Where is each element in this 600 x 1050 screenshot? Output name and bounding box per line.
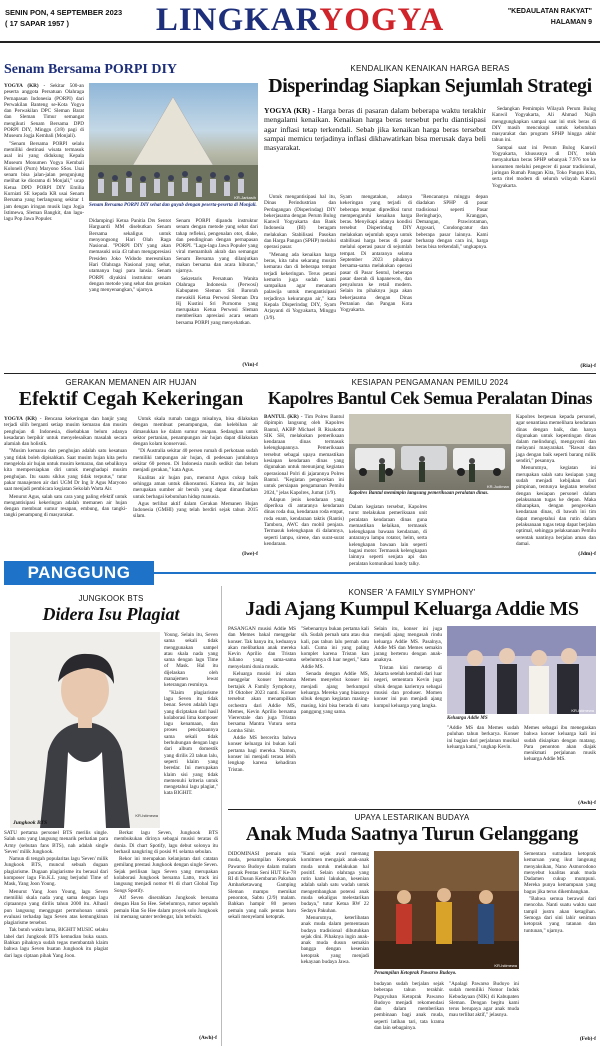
addie-col-1 [228,626,296,808]
jungkook-kicker: JUNGKOOK BTS [78,594,144,603]
porpi-body-5: Sekretaris Persatuan Wanita Olahraga Indonesia (Perwosi) Kabupaten Sleman Siti Barorah mewakili Ketua Perwosi Sleman Dra Hj Kustini Sri Purnomo yang merupakan Ketua Perwosi Sleman memberikan apresiasi acara senam bersama PORPI yang menyehatkan. [176,275,258,326]
ketoprak-headline: Anak Muda Saatnya Turun Gelanggang [245,823,579,845]
kekeringan-body-6: Kualitas air hujan pun, menurut Agus cukup baik sehingga aman untuk dikonsumsi. Karena itu, air hujan merupakan sumber air bersih yang dapat dimanfaatkan untuk berbagai kebutuhan hidup manusia. [133,474,258,500]
disperindag-body-3: Syam mengatakan, adanya kekeringan yang terjadi di beberapa tempat diprediksi turut mempengaruhi kenaikan harga beras. Menyikapi adanya kondisi tersebut Disperindag DIY melakukan sejumlah upaya untuk stabilisasi harga beras di pasar melalui operasi pasar di sejumlah tempat. Di antaranya selama September 2023 pihaknya bersama-sama melakukan operasi pasar di Pasar Sentul, beberapa pasar daerah di kapanewon, dan penyaluran ke retail modern. Selain itu pihaknya juga akan bekerjasama dengan Dinas Pertanian dan Pangan Kota Yogyakarta. [340,194,412,314]
kekeringan-headline: Efektif Cegah Kekeringan [18,388,244,410]
disperindag-body-5: Sedangkan Pemimpin Wilayah Perum Bulog Kanwil Yogyakarta, Ali Ahmad Najih menggungkapkan sampai saat ini stok beras di DIY masih mencukupi untuk kebutuhan masyarakat dan program SPHP hingga akhir tahun ini. [492,106,596,144]
kekeringan-body-2: "Musim kemarau dan penghujan adalah satu kesatuan yang tidak boleh dipisahkan. Saat musim hujan kita perlu mengelola air hujan untuk musim kemarau, dan sebaliknya kita mempersiapkan diri untuk menghadapi musim penghujan. Itu suatu siklus yang tidak terputus," tutur pakar manajemen air dari UGM Dr Ing Ir Agus Maryono saat menjadi pembicara kegiatan Sekolah Warta Air. [4,448,127,493]
pemilu-body-4: Kapolres berpesan kepada personel, agar senantiasa memelihara kendaraan dinas dengan baik, dan hanya digunakan untuk kepentingan dinas dalam melindungi, mengayomi dan melayani masyarakat. "Rawat dan jaga dengan baik seperti barang milik sendiri," pesannya. [516,414,596,465]
addie-headline: Jadi Ajang Kumpul Keluarga Addie MS [245,598,579,620]
addie-body-4: "Sebenarnya bukan pertama kali sih. Sudah pernah satu atau dua kali, pas tahun lalu pernah satu kali. Cuma ini yang paling komplet karena Tristan kan sebelumnya di luar negeri," kata Addie MS. [301,626,369,670]
addie-photo-credit: KR-Istimewa [571,708,594,713]
addie-body-9: Memes sebagai ibu menegaskan bahwa konser keluarga kali ini sudah disiapkan dengan matang. Para penonton akan diajak menikmati perjalanan musik keluarga Addie MS. [524,725,596,763]
article-porpi [4,50,258,372]
addie-body-8: "Addie MS dan Memes sudah puluhan tahun berkarya. Konser ini bagian dari perjalanan musikal keluarga kami," ungkap Kevin. [447,725,519,750]
ketoprak-sign: (Feb)-f [579,1036,596,1042]
disperindag-col-3 [416,194,488,366]
ketoprak-body-3: Menurutnya, keterlibatan anak muda dalam pementasan budaya tradisional dibutuhkan sejak dini. Pihaknya ingin anak-anak muda dusun semakin bangga dengan kesenian ketoprak yang menjadi kekayaan budaya Jawa. [301,914,369,966]
addie-col-5 [524,725,596,801]
rule-1 [4,373,596,374]
jungkook-col-2 [114,830,218,1034]
disperindag-body-6: Sampai saat ini Perum Bulog Kanwil Yogyakarta, khususnya di DIY, telah menyalurkan beras SPHP sebanyak 7.976 ton ke konsumen melalui pengecer di pasar tradisional, jaringan Rumah Pangan Kita, Toko Pangan Kita, serta ritel modern di seluruh wilayah Kanwil Yogyakarta. [492,144,596,189]
pemilu-sign: (Jdm)-f [578,551,596,557]
ketoprak-col-1 [228,851,296,1043]
porpi-lead-label: YOGYA (KR) [4,83,39,89]
porpi-col-1 [4,83,84,369]
logo [155,2,445,38]
pemilu-caption: Kapolres Bantul memimpin langsung pemeriksaan peralatan dinas. [349,491,489,496]
disperindag-lead [264,106,486,189]
porpi-col-2 [89,218,171,368]
jungkook-body-6: Tak butuh waktu lama, BIGHIT MUSIC selaku label dari Jungkook BTS kemudian buka suara. Bahkan pihaknya sudah tegas membantah klaim bahwa lagu Seven buatan Jungkook itu plagiat dari lagu ciptaan pihak Yang Joon. [4,927,108,959]
disperindag-headline: Disperindag Siapkan Sejumlah Strategi [268,75,592,97]
pemilu-photo [349,414,511,490]
hijri-line: ( 17 SAPAR 1957 ) [5,19,70,28]
kekeringan-body-4: Untuk skala rumah tangga misalnya, bisa dilakukan dengan membuat penampungan, dan kelebihan air dimasukkan ke dalam sumur resapan. Sedangkan untuk sektor pertanian, penampungan air hujan dapat dilakukan dengan kolam konservasi. [133,416,258,448]
ketoprak-body-2: "Kami sejak awal memang komitmen mengajak anak-anak muda untuk melakukan hal positif. Selain olahraga yang rutin kami lakukan, kesenian adalah salah satu wadah untuk mengembangkan potensi anak muda sekaligus melestarikan budaya," tutur Ketua RW 22 Sedayu Pakuhan. [301,851,369,914]
logo-yogya: YOGYA [319,2,445,38]
addie-photo-art [447,626,596,714]
ketoprak-photo [374,851,519,969]
slogan: "KEDAULATAN RAKYAT" [507,8,592,15]
jungkook-body-4: Namun di tengah popularitas lagu 'Seven' milik Jungkook BTS, muncul sebuah dugaan plagiarisme. Dugaan plagiarisme itu berasal dari komposer lagu Fin.K.L yang berjudul Time of Mask, Yang Joon Young. [4,856,108,888]
kekeringan-col-2 [133,416,258,550]
masthead [0,0,600,48]
jungkook-body-9: Alf Seven diserahkan Jungkook bersama dengan Han So Hee. Sebelumnya, rumor sepuluh pemain Han So Hee dalam proyek solo Jungkook ini memang santer terdengar, lalu terbukti. [114,894,218,920]
porpi-body-1: - Sekitar 500-an peserta anggota Persatuan Olahraga Pernapasan Indonesia (PORPI) dari Perwakilan Banteng se-Kota Yogya dan Perwakilan DPC Sleman Barat dan Sleman Timur semangat mengikuti Senam Bersama DPD PORPI DIY, Minggu (3/8) pagi di Museum Jogja Kembali (Monjali). [4,83,85,140]
kekeringan-body-3: Menurut Agus, salah satu cara yang paling efektif untuk mengantisipasi kekeringan adalah memanen air hujan dengan membuat sumur resapan, embung, dan tangki-tangki penampung di masyarakat. [4,493,127,519]
masthead-rule [0,41,600,43]
ketoprak-col-5 [524,851,596,1035]
article-ketoprak [228,811,596,1047]
ketoprak-body-5: "Apalagi Pawarso Budoyo ini sudah memiliki Nomor Induk Kebudayaan (NIK) di Kabupaten Sleman. Dengan begitu kami terus berupaya agar anak muda mau terlibat aktif," jelasnya. [449,981,519,1019]
pemilu-body-1: - Tim Polres Bantul dipimpin langsung oleh Kapolres Bantul, AKBP Michael R Risakotta SIK SH, melakukan pemeriksaan kendaraan dinas termasuk kelengkapannya. Pemeriksaan tersebut sebagai upaya memastikan kesiapan kendaraan dinas yang digunakan untuk menunjang kegiatan operasional Polri di jajarannya Polres Bantul. "Kegiatan pengecekan ini untuk persiapan pengamanan Pemilu 2024," jelas Kapolres, Jumat (1/9). [264,414,344,496]
addie-sign: (Awh)-f [578,800,596,806]
jungkook-body-5: Menurut Yang Joon Young, lagu Seven memiliki skala nada yang sama dengan lagu ciptaannya yang dirilis tahun 2000 itu. Alhasil pun langsung menggugat permohonan untuk evaluasi terhadap lagu Seven atas kemungkinan plagiarisme tersebut. [4,888,108,927]
addie-caption: Keluarga Addie MS [447,716,488,721]
pemilu-photo-credit: KR-Judiman [486,484,509,489]
kekeringan-col-1 [4,416,127,558]
pemilu-lead-label: BANTUL (KR) [264,414,299,420]
disperindag-lead-label: YOGYA (KR) [264,106,311,115]
pemilu-body-5: Menurutnya, kegiatan ini merupakan salah satu kesiapan yang sudah menjadi kebijakan dari pimpinan, tentunya kegiatan tersebut dengan kesiapan personel dalam pelaksanaan tugas ke depan. Maka diharapkan, dengan pengecekan kendaraan dinas, di bawah ini tim dapat mengetahui dan rutin dalam pelaksanaan tugas tetap dapat berjalan optimal, sehingga pelaksanaan Pemilu serentak nantinya berjalan aman dan damai. [516,465,596,547]
addie-body-3: Addie MS bercerita bahwa konser keluarga ini bukan kali pertama bagi mereka. Namun, konser ini menjadi terasa lebih lengkap karena kehadiran Tristan. [228,735,296,773]
article-jungkook [4,586,222,1046]
jungkook-body-2: "Klaim plagiarisme lagu Seven itu tidak benar. Seven adalah lagu yang diciptakan dari hasil kolaborasi lima komposer lagu kenamaan, dan proses penciptaannya sama sekali tidak berhubungan dengan lagu dari album domestik yang dirilis 23 tahun lalu, seperti klaim yang beredar. Ini merupakan klaim sisi yang tidak memenuhi kriteria untuk mengetahui lagu plagiat," kata BIGHIT. [164,689,218,797]
pemilu-col-1 [264,414,344,557]
addie-body-6: Selain itu, konser ini juga menjadi ajang mengasah rindu keluarga Addie MS. Pasalnya, Addie MS dan Memes semakin jarang bertemu dengan anak-anaknya. [374,626,442,664]
jungkook-photo-art [10,632,160,828]
disperindag-col-4 [492,106,596,362]
disperindag-body-4: "Rencananya minggu depan diadakan SPHP di pasar tradisional seperti Pasar Beringharjo, Kranggan, Demangan, Prawirotaman, Argosari, Condongcatur dan beberapa pasar lainnya. Kami berharap dengan cara ini, harga beras bisa terkendali," ungkapnya. [416,194,488,251]
ketoprak-body-4: budayan sudah berjalan sejak beberapa tahun terakhir. Paguyuban Ketoprak Pawarso Budoyo menjadi rekomendasi dan dalam memberikan pembinaan bagi anak muda, seperti latihan tari, tata krama dan lain sebagainya. [374,981,444,1032]
kekeringan-body-1: - Bencana kekeringan dan banjir yang terjadi silih berganti setiap musim kemarau dan musim penghujan di Indonesia, disebabkan belum adanya kesadaran berpikir untuk menyelesaikan masalah secara alamiah dan holistik. [4,416,128,448]
disperindag-body-2: "Menang ada kenaikan harga beras, kita tahu sekarang musim kemarau dan di beberapa tempat terjadi kekeringan. Terus petani kemarin juga sudah kami sampaikan agar menanam palawija untuk mengantisipasi terjadinya kekurangan air," kata Kepala Disperindag DIY, Syam Arjayanti di Yogyakarta, Minggu (3/9). [264,251,336,321]
ketoprak-kicker: UPAYA LESTARIKAN BUDAYA [354,813,470,822]
porpi-sign: (Vin)-f [242,362,258,368]
pemilu-col-3 [516,414,596,550]
ketoprak-body-6: Sementara sutradara ketoprak kemaruan yang ikut langsung menyaksikan, Nano Asmorodono menyebut kualitas anak muda Dadamen cukup mumpuni. Mereka punya kemampuan yang bagus jika terus dikembangkan. [524,851,596,895]
addie-col-3 [374,626,442,808]
kekeringan-lead-label: YOGYA (KR) [4,416,37,422]
addie-kicker: KONSER 'A FAMILY SYMPHONY' [348,588,476,597]
disperindag-lead-text: - Harga beras di pasaran dalam beberapa waktu terakhir mengalami kenaikan. Kenaikan harga beras tersebut perlu diantisipasi agar inflasi tetap terkendali. Sebab jika kenaikan harga beras tersebut sampai memicu terjadinya inflasi dikhawatirkan bisa merusak daya beli masyarakat. [264,106,487,153]
date-line: SENIN PON, 4 SEPTEMBER 2023 [5,8,123,17]
ketoprak-body-1: DIDOMINASI pemain usia muda, penampilan Ketoprak Pawarso Budoyo dalam malam puncak Pentas Seni HUT Ke-78 RI di Dusun Kembaran Pakuhan Ambarketawang Gamping Sleman mampu memikat penonton, Sabtu (2/9) malam. Bahkan hampir 80 persen pemain yang naik pentas baru sekali menyelami ketoprak. [228,851,296,920]
article-kekeringan [4,376,258,560]
pemilu-body-2: Adapun jenis kendaraan yang diperiksa di antaranya kendaraan dinas roda dua, kendaraan roda empat, roda enam, kendaraan taktis (Rantis) Tambora, AWC dan mobil penjara. Termasuk kelengkapan di dalamnya, seperti lampu, sirene, dan surat-surat kendaraan. [264,496,344,547]
porpi-caption: Senam Bersama PORPI DIY sehat dan guyub dengan peserta-peserta di Monjali. [89,203,257,208]
disperindag-col-1 [264,194,336,366]
disperindag-body-1: Untuk mengantisipasi hal itu, Dinas Perindustrian dan Perdagangan (Disperindag) DIY bekerjasama dengan Perum Bulog Kanwil Yogyakarta dan Bank Indonesia (BI) beragam melakukan Stabilisasi Pasokan dan Harga Pangan (SPHP) melalui operasi pasar. [264,194,336,251]
pemilu-body-3: Dalam kegiatan tersebut, Kapolres turut melakukan pemeriksaan unit peralatan kendaraan dinas guna memastikan kelaikan, termasuk kelengkapan bawaan kendaraan, di antaranya lampu rotator, helm, serta kelengkapan bawaan lain seperti bagasi motor. Termasuk kelengkapan lainnya seperti senjata api dan peralatan komunikasi handy talky. [349,504,427,567]
jungkook-col-1 [4,830,108,1042]
jungkook-body-3: SATU pertama personel BTS merilis single. Salah satu yang langsung menarik perhatian para Army (sebutan fans BTS), nah adalah single 'Seven' milik Jungkook. [4,830,108,855]
porpi-body-2: "Senam Bersama PORPI selalu memiliki destinasi wisata termasuk asal ini yang didukung Kepala Museum Monumen Yogya Kembali Koloneli (Purn) Maryono SSos. Usai senam bisa jalan-jalan pengunjung melihat ke diorama di Monjali," ucap Ketua DPD PORPI DIY Emilia Kurniati SE kepada KR usai Senam Bersama yang berlangsung sekitar 1 jam dengan iringan musik lagu Jogja Istimewa, Sleman Bangkit, dan lagu-lagu Pop Jawa Populer. [4,140,84,223]
porpi-photo-art [89,83,258,201]
addie-col-4 [447,725,519,808]
addie-body-1: PASANGAN musisi Addie MS dan Memes bakal menggelar konser. Tak hanya itu, keduanya akan melibatkan anak mereka Kevin Aprilio dan Tristan Juliano yang sama-sama menyelami dunia musik. [228,626,296,670]
jungkook-body-1: Young. Selain itu, Seven sama sekali tidak menggunakan sampel atau skala nada yang sama dengan lagu Time of Mask. Hal itu dijelaskan oleh manajemen lewat keterangan resminya. [164,632,218,689]
addie-col-2 [301,626,369,808]
disperindag-col-2 [340,194,412,366]
kekeringan-sign: (Iwe)-f [242,551,258,557]
ketoprak-caption: Penampilan Ketoprak Pawarso Budoyo. [374,971,457,976]
ketoprak-body-7: "Bahwa semua berawal dari mencoba. Nanti suatu waktu saat tampil justru akan ketagihan. Semoga dari sini lahir seniman ketoprak yang tatanan dan tuntunan," ujarnya. [524,896,596,934]
jungkook-col-right [164,632,218,828]
addie-photo [447,626,596,714]
jungkook-headline: Didera Isu Plagiat [42,604,180,624]
jungkook-photo [10,632,160,828]
porpi-col-3 [176,218,258,362]
disperindag-sign: (Ria)-f [580,363,596,369]
panggung-banner [4,561,154,585]
ketoprak-photo-credit: KR-Istimewa [494,963,517,968]
rule-2 [228,809,596,810]
ketoprak-photo-art [374,851,519,969]
addie-body-5: Senada dengan Addie MS, Memes menyebut konser ini menjadi ajang berkumpul keluarga. Mereka yang biasanya sibuk dengan kegiatan masing-masing, kini bisa berada di satu panggung yang sama. [301,671,369,715]
jungkook-body-7: Berkat lagu Seven, Jungkook BTS membukukan dirinya sebagai musisi teratas di dunia. Di chart Spotify, lagu debut solonya itu berhasil nangkring di posisi #1 selama sebulan. [114,830,218,855]
pemilu-col-2b [432,504,511,558]
pemilu-photo-art [349,414,511,490]
pemilu-headline: Kapolres Bantul Cek Semua Peralatan Dinas [267,388,593,408]
panggung-label: PANGGUNG [27,563,131,582]
porpi-body-4: Senam PORPI dipandu instruktur senam dengan metode yang sehat dari tahap refleksi, pengenalan otot, diake, dan pendinginan dengan pernapasan PORPI. "Lagu-lagu Jawa Populer yang viral memambah akrab dan semangat Senam Bersama yang dilanjutkan makan bersama dan acara hiburan," ujarnya. [176,218,258,275]
page-number: HALAMAN 9 [550,19,592,26]
addie-body-7: Tristan kini menetap di Jakarta setelah kembali dari luar negeri, sementara Kevin juga sibuk dengan kariernya sebagai musisi dan produser. Momen konser ini pun menjadi ajang kumpul keluarga yang langka. [374,664,442,709]
jungkook-sign: (Awh)-f [199,1035,217,1041]
panggung-rule [154,572,596,574]
disperindag-kicker: KENDALIKAN KENAIKAN HARGA BERAS [350,64,510,73]
logo-lingkar: LINGKAR [155,2,320,38]
article-disperindag [264,50,596,372]
porpi-photo [89,83,258,201]
kekeringan-body-7: Agus terlibat aktif dalam Gerakan Memanen Hujan Indonesia (GMHI) yang telah berdiri sejak tahun 2015 silam. [133,500,258,520]
article-pemilu [264,376,596,567]
kekeringan-body-5: "Di Australia sekitar 40 persen rumah di perkotaan sudah memiliki tampungan air hujan, di pedesaan jumlahnya sekitar 60 persen. Di Indonesia masih sedikit dan belum menjadi gerakan," kata Agus. [133,448,258,474]
addie-body-2: Keluarga musisi ini akan menggelar konser bersama bertajuk A Family Symphony, 19 Oktober 2023 nanti. Konser tersebut akan menampilkan orchestra dari Addie MS, Memes, Kevin Aprilio bersama Viererstale dan juga Tristan bersama Mantra Vutura serta Lomba Sihir. [228,671,296,734]
ketoprak-col-3 [374,981,444,1043]
porpi-body-3: Didampingi Ketua Panitia Drs Sentot Harguardi MM disebutkan Senam Bersama sekaligus untuk menyongsong Hari Olah Raga Nasional. "PORPI DIY yang akan memasuki usia 43 tahun mengapresiasi Presiden Joko Widodo meresmikan Hari Olahraga Nasional yang sehat, utamanya bagi para lansia. Senam PORPI diyakini instruktur senam dengan metode yang sehat dan gerakan yang menyenangkan," ujarnya. [89,218,171,294]
ketoprak-col-4 [449,981,519,1043]
kekeringan-kicker: GERAKAN MEMANEN AIR HUJAN [65,378,197,387]
ketoprak-col-2 [301,851,369,1043]
porpi-photo-credit: KR-Jarkasih [234,195,256,200]
jungkook-photo-credit: KR-Istimewa [135,813,158,818]
jungkook-photo-label: Jungkook BTS [13,820,48,826]
pemilu-kicker: KESIAPAN PENGAMANAN PEMILU 2024 [351,378,509,387]
porpi-headline: Senam Bersama PORPI DIY [4,62,178,77]
pemilu-col-2 [349,504,427,567]
article-addie [228,586,596,808]
jungkook-body-8: Rekor ini merupakan kelanjutan dari catatan gemilang prestasi Jungkook dengan single Seven. Sejak perilisan lagu Seven yang merupakan kolaborasi Jungkook bersama Latto, track ini langsung menjadi nomor #1 di chart Global Top Songs Spotify. [114,856,218,894]
